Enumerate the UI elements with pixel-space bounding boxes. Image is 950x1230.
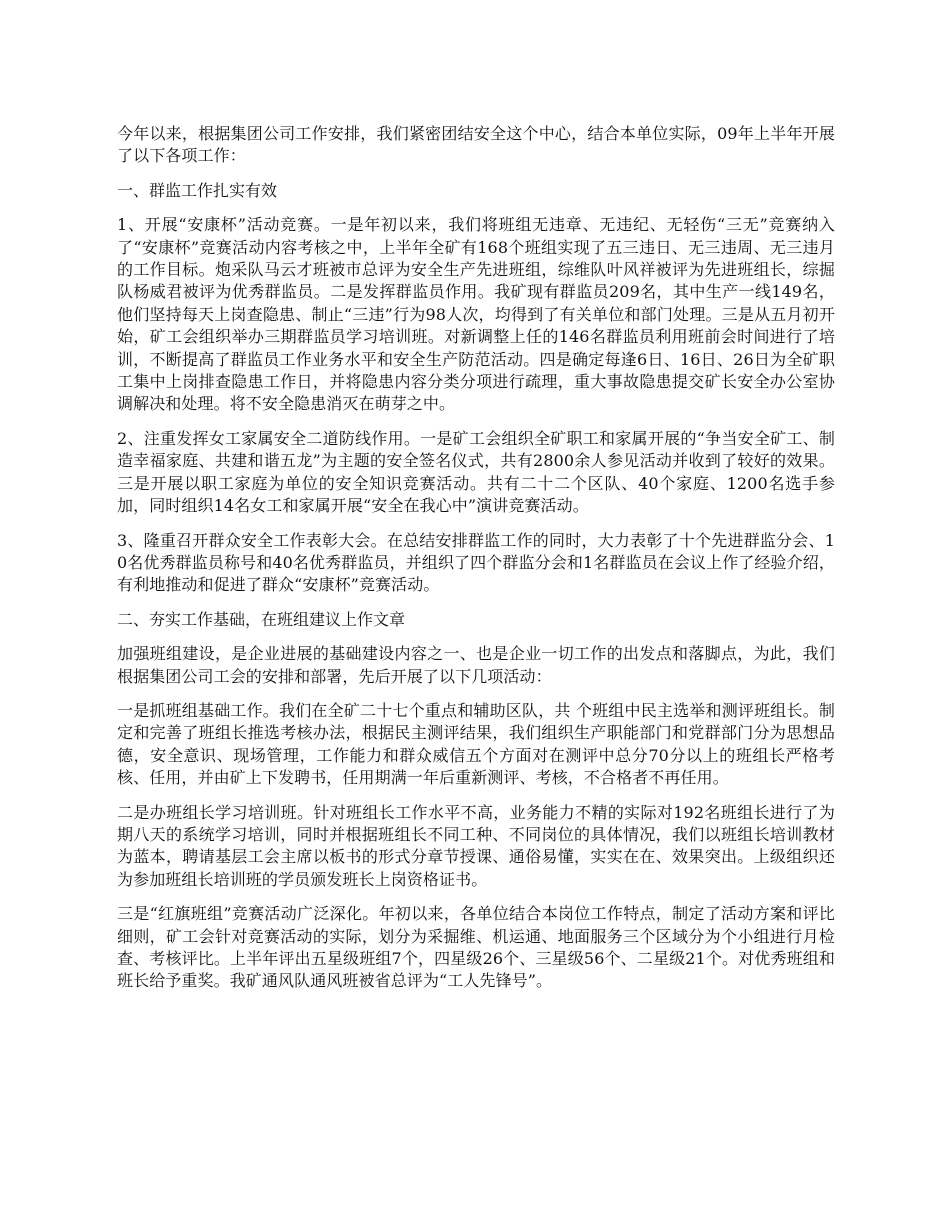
section-1-item-1: 1、开展“安康杯”活动竞赛。一是年初以来，我们将班组无违章、无违纪、无轻伤“三无”竞赛纳入了“安康杯”竞赛活动内容考核之中，上半年全矿有168个班组实现了五三违日、无三违周、无三违月的工作目标。炮采队马云才班被市总评为安全生产先进班组，综维队叶风祥被评为先进班组长，综掘队杨威君被评为优秀群监员。二是发挥群监员作用。我矿现有群监员209名，其中生产一线149名，他们坚持每天上岗查隐患、制止“三违”行为98人次，均得到了有关单位和部门处理。三是从五月初开始，矿工会组织举办三期群监员学习培训班。对新调整上任的146名群监员利用班前会时间进行了培训，不断提高了群监员工作业务水平和安全生产防范活动。四是确定每逢6日、16日、26日为全矿职工集中上岗排查隐患工作日，并将隐患内容分类分项进行疏理，重大事故隐患提交矿长安全办公室协调解决和处理。将不安全隐患消灭在萌芽之中。 [117,215,835,414]
section-1-item-3: 3、隆重召开群众安全工作表彰大会。在总结安排群监工作的同时，大力表彰了十个先进群监分会、10名优秀群监员称号和40名优秀群监员，并组织了四个群监分会和1名群监员在会议上作了经验介绍，有利地推动和促进了群众“安康杯”竞赛活动。 [117,530,835,595]
section-2-item-2: 二是办班组长学习培训班。针对班组长工作水平不高，业务能力不精的实际对192名班组长进行了为期八天的系统学习培训，同时并根据班组长不同工种、不同岗位的具体情况，我们以班组长培训教材为蓝本，聘请基层工会主席以板书的形式分章节授课、通俗易懂，实实在在、效果突出。上级组织还为参加班组长培训班的学员颁发班长上岗资格证书。 [117,802,835,889]
intro-paragraph: 今年以来，根据集团公司工作安排，我们紧密团结安全这个中心，结合本单位实际，09年上半年开展了以下各项工作： [117,124,835,166]
section-2-heading: 二、夯实工作基础，在班组建议上作文章 [117,609,406,629]
section-1-item-2: 2、注重发挥女工家属安全二道防线作用。一是矿工会组织全矿职工和家属开展的“争当安全矿工、制造幸福家庭、共建和谐五龙”为主题的安全签名仪式，共有2800余人参见活动并收到了较好的效果。三是开展以职工家庭为单位的安全知识竞赛活动。共有二十二个区队、40个家庭、1200名选手参加，同时组织14名女工和家属开展“安全在我心中”演讲竞赛活动。 [117,428,835,516]
section-2-intro: 加强班组建设，是企业进展的基础建设内容之一、也是企业一切工作的出发点和落脚点，为此，我们根据集团公司工会的安排和部署，先后开展了以下几项活动： [117,644,835,686]
document-body [117,123,835,1005]
section-2-item-1: 一是抓班组基础工作。我们在全矿二十七个重点和辅助区队，共 个班组中民主选举和测评班组长。制定和完善了班组长推选考核办法，根据民主测评结果，我们组织生产职能部门和党群部门分为思想品德，安全意识、现场管理，工作能力和群众威信五个方面对在测评中总分70分以上的班组长严格考核、任用，并由矿上下发聘书，任用期满一年后重新测评、考核，不合格者不再任用。 [117,700,835,788]
section-2-item-3: 三是“红旗班组”竞赛活动广泛深化。年初以来，各单位结合本岗位工作特点，制定了活动方案和评比细则，矿工会针对竞赛活动的实际，划分为采掘维、机运通、地面服务三个区域分为个小组进行月检查、考核评比。上半年评出五星级班组7个，四星级26个、三星级56个、二星级21个。对优秀班组和班长给予重奖。我矿通风队通风班被省总评为“工人先锋号”。 [117,904,835,991]
section-1-heading: 一、群监工作扎实有效 [117,180,278,200]
